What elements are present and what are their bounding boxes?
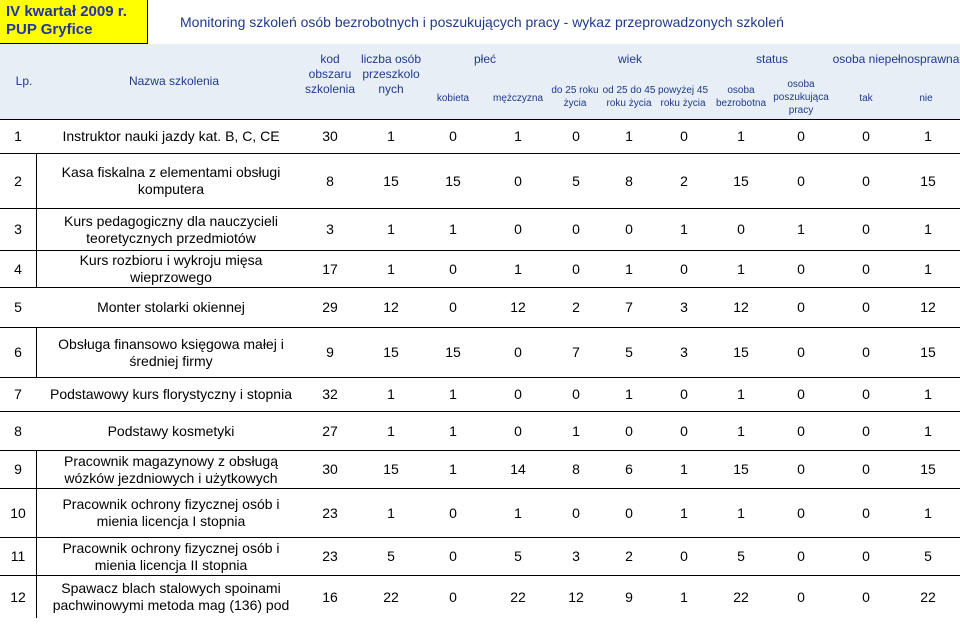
cell-age-over45: 1 xyxy=(680,588,688,605)
table-row xyxy=(0,488,960,537)
cell-jobseeker: 0 xyxy=(797,260,805,277)
cell-count: 15 xyxy=(383,461,399,477)
cell-count: 1 xyxy=(387,260,395,277)
cell-disabled-no: 1 xyxy=(924,504,932,521)
cell-jobseeker: 0 xyxy=(797,461,805,477)
header-code: kod obszaru szkolenia xyxy=(304,52,356,96)
table-row xyxy=(0,450,960,488)
cell-count: 1 xyxy=(387,386,395,402)
table-row xyxy=(0,537,960,575)
cell-age-under25: 0 xyxy=(572,504,580,521)
cell-male: 0 xyxy=(514,386,522,402)
cell-disabled-no: 1 xyxy=(924,260,932,277)
table-row xyxy=(0,575,960,618)
row-number: 5 xyxy=(14,299,22,315)
header-male: mężczyzna xyxy=(492,93,543,104)
cell-age-25-45: 9 xyxy=(625,588,633,605)
cell-age-under25: 3 xyxy=(572,548,580,564)
table-row xyxy=(0,377,960,411)
cell-age-under25: 12 xyxy=(568,588,584,605)
cell-unemployed: 15 xyxy=(733,172,749,189)
cell-female: 1 xyxy=(449,386,457,402)
cell-age-under25: 7 xyxy=(572,344,580,360)
cell-age-under25: 0 xyxy=(572,386,580,402)
cell-unemployed: 1 xyxy=(737,386,745,402)
cell-count: 1 xyxy=(387,422,395,439)
cell-unemployed: 15 xyxy=(733,461,749,477)
cell-count: 15 xyxy=(383,344,399,360)
cell-disabled-no: 5 xyxy=(924,548,932,564)
cell-age-over45: 0 xyxy=(680,422,688,439)
period-label xyxy=(0,0,148,44)
course-name: Monter stolarki okiennej xyxy=(97,299,245,315)
cell-disabled-yes: 0 xyxy=(862,504,870,521)
cell-age-under25: 1 xyxy=(572,422,580,439)
cell-age-under25: 8 xyxy=(572,461,580,477)
cell-age-25-45: 6 xyxy=(625,461,633,477)
cell-age-over45: 0 xyxy=(680,260,688,277)
table-row xyxy=(0,411,960,450)
cell-unemployed: 1 xyxy=(737,422,745,439)
cell-disabled-yes: 0 xyxy=(862,422,870,439)
cell-age-25-45: 1 xyxy=(625,260,633,277)
table-header xyxy=(0,44,960,119)
header-disabled: osoba niepełnosprawna xyxy=(832,52,960,66)
cell-unemployed: 1 xyxy=(737,128,745,144)
cell-jobseeker: 0 xyxy=(797,128,805,144)
cell-count: 15 xyxy=(383,172,399,189)
cell-age-over45: 0 xyxy=(680,128,688,144)
lp-divider xyxy=(36,450,37,618)
header-disabled-yes: tak xyxy=(859,93,873,104)
cell-count: 22 xyxy=(383,588,399,605)
row-number: 12 xyxy=(10,588,26,605)
cell-disabled-yes: 0 xyxy=(862,172,870,189)
header-age-25-45: od 25 do 45 roku życia xyxy=(602,85,656,109)
cell-jobseeker: 1 xyxy=(797,221,805,237)
row-number: 3 xyxy=(14,221,22,237)
cell-disabled-no: 12 xyxy=(920,299,936,315)
cell-disabled-yes: 0 xyxy=(862,344,870,360)
cell-age-over45: 1 xyxy=(680,461,688,477)
cell-age-over45: 3 xyxy=(680,344,688,360)
cell-disabled-yes: 0 xyxy=(862,221,870,237)
cell-count: 1 xyxy=(387,128,395,144)
cell-count: 1 xyxy=(387,221,395,237)
cell-age-25-45: 2 xyxy=(625,548,633,564)
cell-age-25-45: 5 xyxy=(625,344,633,360)
cell-count: 5 xyxy=(387,548,395,564)
cell-disabled-yes: 0 xyxy=(862,588,870,605)
header-unemployed: osoba bezrobotna xyxy=(715,85,767,109)
course-name: Kurs rozbioru i wykroju mięsa wieprzowego xyxy=(79,252,263,285)
cell-disabled-yes: 0 xyxy=(862,461,870,477)
table-row xyxy=(0,119,960,153)
cell-disabled-no: 1 xyxy=(924,386,932,402)
cell-female: 15 xyxy=(445,344,461,360)
cell-jobseeker: 0 xyxy=(797,548,805,564)
cell-code: 30 xyxy=(322,128,338,144)
cell-code: 23 xyxy=(322,548,338,564)
header-jobseeker: osoba poszukująca pracy xyxy=(773,79,829,116)
cell-age-25-45: 1 xyxy=(625,386,633,402)
row-number: 9 xyxy=(14,461,22,477)
cell-age-under25: 5 xyxy=(572,172,580,189)
cell-disabled-yes: 0 xyxy=(862,128,870,144)
cell-jobseeker: 0 xyxy=(797,172,805,189)
cell-age-25-45: 0 xyxy=(625,221,633,237)
cell-code: 17 xyxy=(322,260,338,277)
cell-male: 0 xyxy=(514,422,522,439)
cell-jobseeker: 0 xyxy=(797,299,805,315)
cell-jobseeker: 0 xyxy=(797,588,805,605)
cell-disabled-no: 15 xyxy=(920,461,936,477)
page-title: Monitoring szkoleń osób bezrobotnych i poszukujących pracy - wykaz przeprowadzonych szkoleń xyxy=(180,14,784,30)
cell-code: 30 xyxy=(322,461,338,477)
table-row xyxy=(0,287,960,327)
course-name: Instruktor nauki jazdy kat. B, C, CE xyxy=(62,128,280,144)
cell-age-25-45: 7 xyxy=(625,299,633,315)
cell-age-over45: 0 xyxy=(680,386,688,402)
office-text: PUP Gryfice xyxy=(6,21,93,38)
cell-age-over45: 0 xyxy=(680,548,688,564)
row-number: 2 xyxy=(14,172,22,189)
cell-female: 0 xyxy=(449,548,457,564)
cell-code: 9 xyxy=(326,344,334,360)
course-name: Pracownik ochrony fizycznej osób i mienia licencja I stopnia xyxy=(62,496,280,529)
row-number: 4 xyxy=(14,260,22,277)
header-age-under25: do 25 roku życia xyxy=(551,85,599,109)
cell-age-under25: 0 xyxy=(572,221,580,237)
cell-female: 1 xyxy=(449,221,457,237)
cell-jobseeker: 0 xyxy=(797,422,805,439)
cell-unemployed: 1 xyxy=(737,260,745,277)
lp-divider xyxy=(36,327,37,377)
cell-unemployed: 12 xyxy=(733,299,749,315)
cell-count: 1 xyxy=(387,504,395,521)
course-name: Pracownik magazynowy z obsługą wózków jezdniowych i użytkowych xyxy=(64,452,278,486)
cell-age-over45: 1 xyxy=(680,504,688,521)
cell-code: 3 xyxy=(326,221,334,237)
cell-female: 1 xyxy=(449,461,457,477)
cell-female: 0 xyxy=(449,299,457,315)
cell-unemployed: 1 xyxy=(737,504,745,521)
cell-male: 12 xyxy=(510,299,526,315)
header-female: kobieta xyxy=(436,93,470,104)
cell-age-over45: 1 xyxy=(680,221,688,237)
header-disabled-no: nie xyxy=(919,93,933,104)
row-number: 7 xyxy=(14,386,22,402)
cell-female: 0 xyxy=(449,504,457,521)
header-status: status xyxy=(755,52,788,66)
course-name: Kasa fiskalna z elementami obsługi komputera xyxy=(61,164,281,197)
cell-code: 29 xyxy=(322,299,338,315)
cell-jobseeker: 0 xyxy=(797,344,805,360)
cell-male: 1 xyxy=(514,128,522,144)
row-number: 6 xyxy=(14,344,22,360)
cell-age-under25: 2 xyxy=(572,299,580,315)
cell-disabled-yes: 0 xyxy=(862,299,870,315)
cell-unemployed: 0 xyxy=(737,221,745,237)
course-name: Kurs pedagogiczny dla nauczycieli teoretycznych przedmiotów xyxy=(63,212,278,246)
cell-age-25-45: 0 xyxy=(625,504,633,521)
cell-age-under25: 0 xyxy=(572,260,580,277)
cell-male: 5 xyxy=(514,548,522,564)
cell-disabled-no: 22 xyxy=(920,588,936,605)
cell-jobseeker: 0 xyxy=(797,504,805,521)
cell-male: 14 xyxy=(510,461,526,477)
header-age-over45: powyżej 45 roku życia xyxy=(657,85,709,109)
cell-male: 1 xyxy=(514,504,522,521)
cell-code: 32 xyxy=(322,386,338,402)
cell-disabled-no: 1 xyxy=(924,128,932,144)
row-number: 1 xyxy=(14,128,22,144)
cell-disabled-no: 1 xyxy=(924,221,932,237)
cell-disabled-yes: 0 xyxy=(862,260,870,277)
cell-male: 0 xyxy=(514,221,522,237)
cell-code: 16 xyxy=(322,588,338,605)
header-name: Nazwa szkolenia xyxy=(128,74,220,88)
course-name: Obsługa finansowo księgowa małej i średniej firmy xyxy=(58,335,284,369)
table-row xyxy=(0,250,960,287)
period-text: IV kwartał 2009 r. xyxy=(6,3,127,20)
cell-male: 1 xyxy=(514,260,522,277)
cell-code: 27 xyxy=(322,422,338,439)
course-name: Podstawowy kurs florystyczny i stopnia xyxy=(50,386,292,402)
cell-disabled-yes: 0 xyxy=(862,386,870,402)
cell-female: 15 xyxy=(445,172,461,189)
cell-disabled-yes: 0 xyxy=(862,548,870,564)
course-name: Pracownik ochrony fizycznej osób i mienia licencja II stopnia xyxy=(62,539,280,573)
course-name: Podstawy kosmetyki xyxy=(107,422,235,439)
cell-male: 0 xyxy=(514,344,522,360)
cell-male: 0 xyxy=(514,172,522,189)
cell-code: 8 xyxy=(326,172,334,189)
cell-female: 0 xyxy=(449,128,457,144)
table-row xyxy=(0,153,960,208)
cell-unemployed: 22 xyxy=(733,588,749,605)
header-age: wiek xyxy=(617,52,642,66)
cell-age-25-45: 1 xyxy=(625,128,633,144)
cell-age-under25: 0 xyxy=(572,128,580,144)
cell-disabled-no: 1 xyxy=(924,422,932,439)
cell-unemployed: 5 xyxy=(737,548,745,564)
cell-age-over45: 3 xyxy=(680,299,688,315)
row-number: 10 xyxy=(10,504,26,521)
cell-count: 12 xyxy=(383,299,399,315)
lp-divider xyxy=(36,153,37,287)
row-number: 8 xyxy=(14,422,22,439)
cell-age-25-45: 0 xyxy=(625,422,633,439)
table-row xyxy=(0,208,960,250)
cell-code: 23 xyxy=(322,504,338,521)
cell-disabled-no: 15 xyxy=(920,172,936,189)
cell-unemployed: 15 xyxy=(733,344,749,360)
cell-male: 22 xyxy=(510,588,526,605)
header-lp: Lp. xyxy=(15,74,33,88)
cell-age-25-45: 8 xyxy=(625,172,633,189)
table-row xyxy=(0,327,960,377)
course-name: Spawacz blach stalowych spoinami pachwinowymi metoda mag (136) pod xyxy=(52,580,290,613)
cell-age-over45: 2 xyxy=(680,172,688,189)
header-sex: płeć xyxy=(473,52,496,66)
cell-disabled-no: 15 xyxy=(920,344,936,360)
row-number: 11 xyxy=(10,548,26,564)
cell-female: 1 xyxy=(449,422,457,439)
cell-female: 0 xyxy=(449,588,457,605)
cell-jobseeker: 0 xyxy=(797,386,805,402)
cell-female: 0 xyxy=(449,260,457,277)
header-count: liczba osób przeszkolo nych xyxy=(360,52,422,96)
